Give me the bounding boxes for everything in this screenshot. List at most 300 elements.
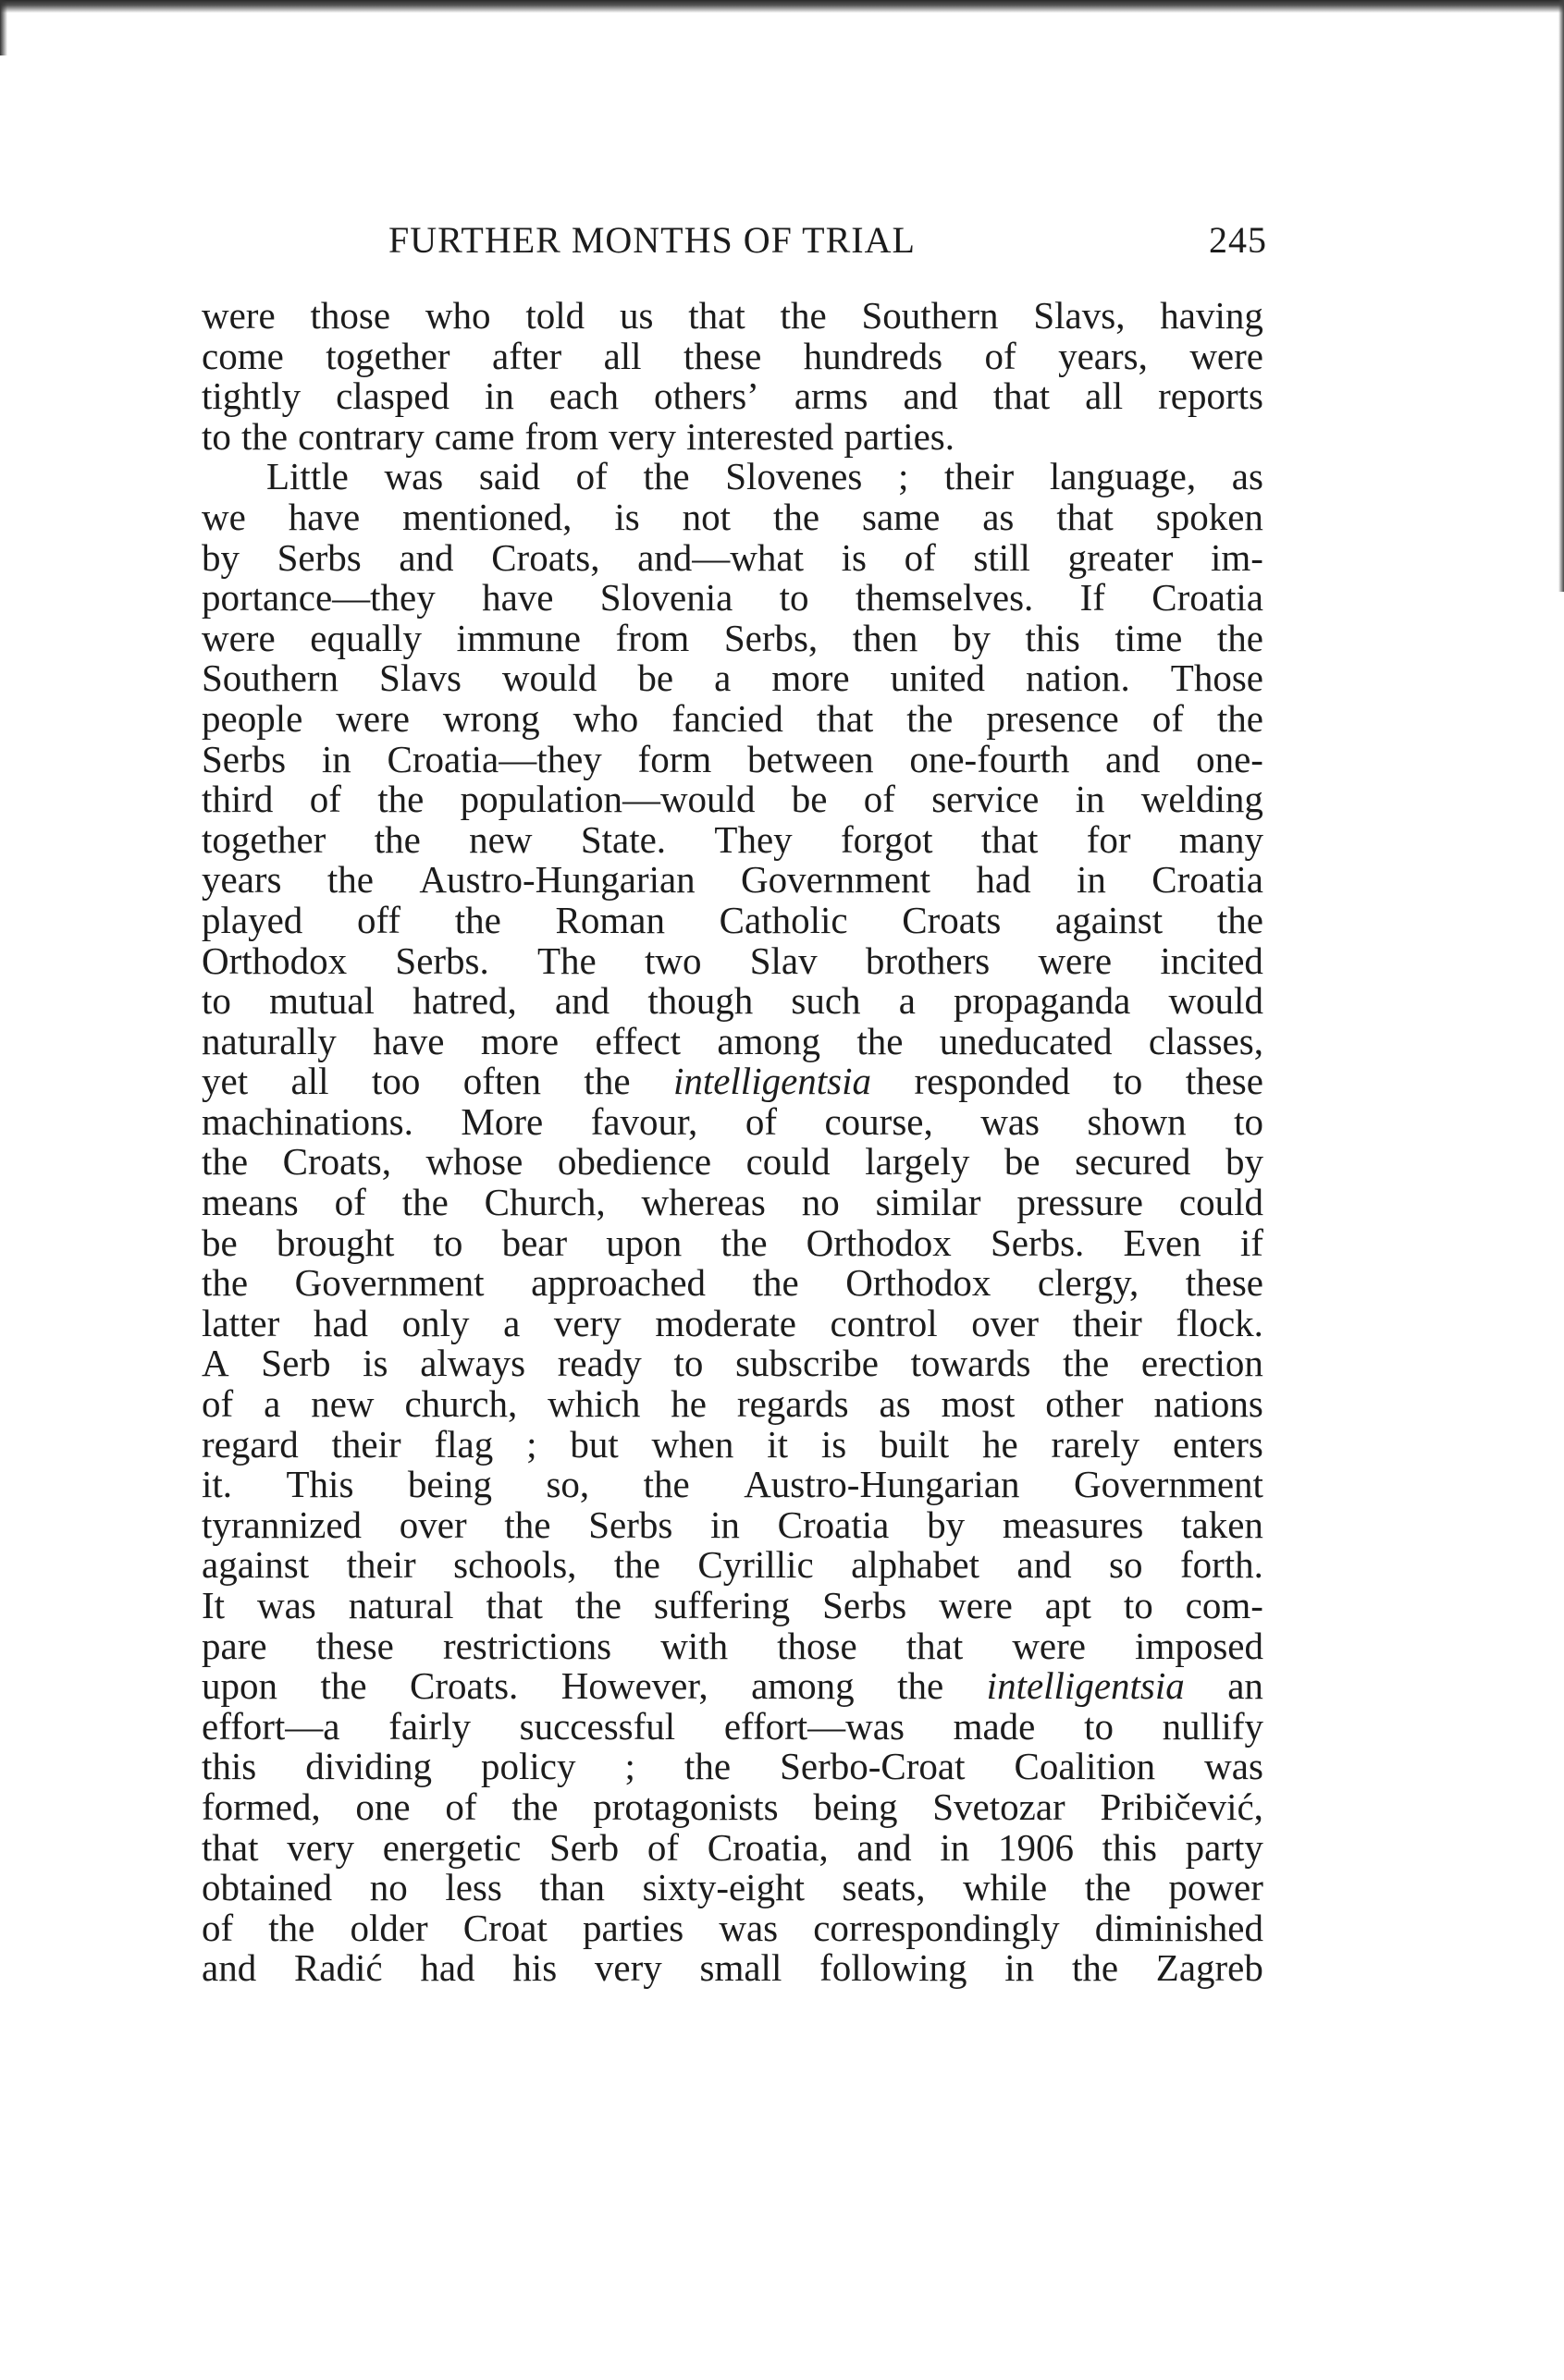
- word: he: [982, 1422, 1018, 1466]
- word: Roman: [555, 898, 665, 941]
- word: came: [434, 414, 515, 458]
- word: Church,: [484, 1181, 606, 1224]
- text-line: [202, 1422, 1263, 1466]
- word: regard: [202, 1422, 299, 1466]
- word: which: [548, 1382, 641, 1426]
- word: the: [1063, 1342, 1110, 1385]
- word: nations: [1153, 1382, 1263, 1426]
- word: all: [1085, 374, 1124, 418]
- word: towards: [910, 1342, 1031, 1385]
- word: that: [688, 294, 745, 337]
- word: nation.: [1026, 656, 1130, 700]
- word: themselves.: [855, 576, 1034, 620]
- word: the: [574, 1584, 622, 1626]
- word: Serbs: [202, 737, 287, 780]
- word: was: [719, 1906, 779, 1949]
- word: pressure: [1016, 1181, 1143, 1224]
- word: arms: [794, 374, 868, 418]
- word: that: [202, 1825, 259, 1869]
- word: were: [1189, 334, 1263, 377]
- word: course,: [824, 1099, 933, 1143]
- text-line: [202, 1505, 1263, 1546]
- word: latter: [202, 1301, 280, 1344]
- word: from: [615, 616, 690, 659]
- word: together: [326, 334, 450, 377]
- word: in: [1075, 778, 1105, 821]
- text-line: [202, 1263, 1263, 1304]
- text-line: [202, 898, 1263, 941]
- word: forth.: [1179, 1543, 1263, 1587]
- word: for: [1086, 817, 1131, 861]
- text-line: [202, 376, 1263, 417]
- text-line: [202, 696, 1263, 740]
- word: Radić: [293, 1946, 383, 1990]
- word: the: [374, 817, 421, 861]
- word: said: [478, 455, 540, 498]
- word: not: [682, 495, 732, 538]
- word: ready: [557, 1342, 642, 1385]
- word: new: [469, 817, 533, 861]
- word: brothers: [865, 939, 991, 982]
- word: obtained: [202, 1866, 333, 1909]
- word: incited: [1160, 939, 1263, 982]
- word: in: [940, 1825, 970, 1869]
- word: is: [841, 535, 867, 579]
- text-line: [202, 1787, 1263, 1828]
- word: his: [512, 1946, 558, 1990]
- word: parties: [582, 1906, 684, 1949]
- word: protagonists: [593, 1785, 779, 1828]
- word: moderate: [655, 1301, 796, 1344]
- word: we: [202, 495, 246, 538]
- word: the: [1216, 616, 1263, 659]
- word: their: [331, 1422, 401, 1466]
- word: small: [699, 1946, 782, 1990]
- word: these: [1185, 1261, 1263, 1305]
- word: whereas: [641, 1181, 766, 1224]
- word: Austro-Hungarian: [419, 858, 696, 902]
- word: of: [202, 1382, 234, 1426]
- word: who: [573, 696, 639, 740]
- word: had: [420, 1946, 475, 1990]
- word: when: [651, 1422, 734, 1466]
- text-line: [202, 1061, 1263, 1102]
- word: the: [1216, 696, 1263, 740]
- word: the: [643, 455, 690, 498]
- word: were: [939, 1584, 1013, 1626]
- word: uneducated: [939, 1019, 1113, 1062]
- word: new: [311, 1382, 375, 1426]
- word: and: [554, 979, 610, 1023]
- word: of: [647, 1825, 680, 1869]
- word: Austro-Hungarian: [744, 1463, 1020, 1506]
- word: off: [356, 898, 401, 941]
- word: Serbs: [822, 1584, 907, 1626]
- word: brought: [276, 1221, 395, 1264]
- word: However,: [560, 1664, 708, 1708]
- word: intelligentsia: [672, 1060, 872, 1103]
- word: these: [1185, 1060, 1263, 1103]
- word: among: [751, 1664, 855, 1708]
- scan-edge-left: [0, 0, 7, 55]
- word: parties.: [844, 414, 955, 458]
- word: Zagreb: [1155, 1946, 1263, 1990]
- word: if: [1239, 1221, 1263, 1264]
- word: forgot: [841, 817, 933, 861]
- word: as: [982, 495, 1015, 538]
- word: erection: [1140, 1342, 1263, 1385]
- word: those: [310, 294, 391, 337]
- word: very: [287, 1825, 355, 1869]
- word: being: [813, 1785, 898, 1828]
- word: the: [401, 1181, 449, 1224]
- word: service: [931, 778, 1040, 821]
- word: of: [1151, 696, 1184, 740]
- word: over: [399, 1503, 467, 1546]
- word: their: [346, 1543, 416, 1587]
- word: were: [1012, 1624, 1086, 1667]
- word: effort—a: [202, 1704, 340, 1748]
- word: Coalition: [1014, 1745, 1156, 1788]
- word: is: [614, 495, 640, 538]
- word: no: [369, 1866, 408, 1909]
- word: Croatia,: [707, 1825, 829, 1869]
- word: Slovenia: [599, 576, 733, 620]
- word: was: [1204, 1745, 1263, 1788]
- word: other: [1045, 1382, 1124, 1426]
- word: and: [1016, 1543, 1072, 1587]
- word: favour,: [590, 1099, 698, 1143]
- word: very: [609, 414, 676, 458]
- word: no: [801, 1181, 840, 1224]
- word: have: [373, 1019, 445, 1062]
- word: these: [683, 334, 762, 377]
- word: too: [371, 1060, 421, 1103]
- word: the: [1216, 898, 1263, 941]
- word: though: [647, 979, 754, 1023]
- word: ;: [897, 455, 909, 498]
- word: control: [830, 1301, 938, 1344]
- word: in: [1076, 858, 1106, 902]
- text-line: [202, 658, 1263, 699]
- word: with: [660, 1624, 729, 1667]
- word: secured: [1075, 1140, 1191, 1184]
- word: Svetozar: [932, 1785, 1065, 1828]
- word: than: [539, 1866, 606, 1909]
- word: Serbs: [588, 1503, 673, 1546]
- word: years: [202, 858, 282, 902]
- word: have: [288, 495, 361, 538]
- text-line: [202, 737, 1263, 780]
- word: nullify: [1162, 1704, 1263, 1748]
- word: machinations.: [202, 1099, 413, 1143]
- text-line: [202, 817, 1263, 861]
- text-line: [202, 1747, 1263, 1787]
- word: It: [202, 1584, 226, 1626]
- word: was: [980, 1099, 1040, 1143]
- text-line: [202, 1343, 1263, 1384]
- word: Southern: [861, 294, 999, 337]
- word: Slav: [749, 939, 818, 982]
- word: of: [575, 455, 608, 498]
- word: State.: [580, 817, 667, 861]
- word: upon: [606, 1221, 683, 1264]
- word: upon: [202, 1664, 277, 1708]
- word: approached: [531, 1261, 707, 1305]
- word: correspondingly: [813, 1906, 1060, 1949]
- text-line: [202, 616, 1263, 659]
- word: and: [903, 374, 958, 418]
- word: schools,: [453, 1543, 577, 1587]
- body-text: [202, 296, 1263, 1989]
- word: portance—they: [202, 576, 436, 620]
- text-line: [202, 1301, 1263, 1344]
- word: a: [898, 979, 916, 1023]
- word: the: [377, 778, 425, 821]
- word: being: [407, 1463, 492, 1506]
- word: the: [683, 1745, 732, 1788]
- word: one-: [1196, 737, 1263, 780]
- word: Serbs.: [990, 1221, 1085, 1264]
- word: Government: [741, 858, 930, 902]
- word: one-fourth: [909, 737, 1070, 780]
- running-title: FURTHER MONTHS OF TRIAL: [388, 219, 916, 261]
- text-line: [202, 981, 1263, 1022]
- word: mentioned,: [402, 495, 573, 538]
- word: the: [511, 1785, 559, 1828]
- word: us: [619, 294, 654, 337]
- word: between: [747, 737, 874, 780]
- word: could: [1178, 1181, 1263, 1224]
- word: Slavs: [379, 656, 462, 700]
- word: of: [904, 535, 936, 579]
- word: against: [1055, 898, 1164, 941]
- word: but: [570, 1422, 619, 1466]
- text-line: [202, 1666, 1263, 1707]
- word: that: [816, 696, 874, 740]
- word: party: [1185, 1825, 1263, 1869]
- text-line: [202, 1948, 1263, 1989]
- word: having: [1160, 294, 1263, 337]
- word: the: [268, 1906, 315, 1949]
- word: in: [710, 1503, 740, 1546]
- word: ;: [624, 1745, 635, 1788]
- word: it.: [202, 1463, 233, 1506]
- text-line: [202, 1825, 1263, 1869]
- word: to: [673, 1342, 704, 1385]
- word: this: [1102, 1825, 1157, 1869]
- word: Little: [266, 455, 349, 498]
- text-line: [202, 1142, 1263, 1183]
- word: This: [286, 1463, 354, 1506]
- word: of: [202, 1906, 234, 1949]
- word: the: [240, 414, 289, 458]
- word: in: [321, 737, 351, 780]
- text-line: [202, 535, 1263, 579]
- word: have: [482, 576, 554, 620]
- word: church,: [404, 1382, 518, 1426]
- word: a: [714, 656, 732, 700]
- text-line: [202, 1704, 1263, 1748]
- word: were: [336, 696, 410, 740]
- word: If: [1079, 576, 1105, 620]
- word: fancied: [671, 696, 783, 740]
- text-line: [202, 1626, 1263, 1667]
- word: and—what: [637, 535, 805, 579]
- word: the: [320, 1664, 367, 1708]
- word: regards: [736, 1382, 849, 1426]
- word: Catholic: [719, 898, 848, 941]
- word: and: [399, 535, 454, 579]
- text-line: [202, 1223, 1263, 1264]
- word: Croats: [902, 898, 1002, 941]
- word: among: [717, 1019, 820, 1062]
- scan-edge-top: [0, 0, 1564, 13]
- word: Even: [1123, 1221, 1201, 1264]
- text-line: [202, 1465, 1263, 1505]
- text-line: [202, 1019, 1263, 1062]
- word: united: [890, 656, 986, 700]
- word: the: [752, 1261, 799, 1305]
- word: always: [420, 1342, 526, 1385]
- word: the: [504, 1503, 551, 1546]
- word: seats,: [842, 1866, 926, 1909]
- text-line: [202, 457, 1263, 497]
- text-line: [202, 1908, 1263, 1949]
- word: energetic: [382, 1825, 522, 1869]
- word: would: [1168, 979, 1263, 1023]
- word: from: [524, 414, 599, 458]
- word: could: [745, 1140, 831, 1184]
- word: more: [480, 1019, 560, 1062]
- word: Those: [1170, 656, 1263, 700]
- word: The: [536, 939, 597, 982]
- word: A: [202, 1342, 229, 1385]
- word: then: [852, 616, 918, 659]
- word: pare: [202, 1624, 267, 1667]
- word: fairly: [388, 1704, 471, 1748]
- word: two: [644, 939, 702, 982]
- word: 1906: [997, 1825, 1074, 1869]
- word: so: [1109, 1543, 1143, 1587]
- word: Serbs,: [723, 616, 819, 659]
- word: tightly: [202, 374, 302, 418]
- word: the: [773, 495, 820, 538]
- word: Orthodox: [845, 1261, 991, 1305]
- word: their: [1072, 1301, 1142, 1344]
- word: the: [584, 1060, 631, 1103]
- text-line: [202, 1545, 1263, 1586]
- page-header: [388, 218, 1276, 274]
- word: effort—was: [723, 1704, 905, 1748]
- word: classes,: [1148, 1019, 1263, 1062]
- word: such: [791, 979, 861, 1023]
- word: sixty-eight: [642, 1866, 805, 1909]
- word: suffering: [653, 1584, 791, 1626]
- word: Government: [1073, 1463, 1263, 1506]
- word: the: [613, 1543, 660, 1587]
- word: still: [973, 535, 1030, 579]
- word: against: [202, 1543, 310, 1587]
- word: restrictions: [442, 1624, 612, 1667]
- word: would: [501, 656, 597, 700]
- word: one: [355, 1785, 411, 1828]
- word: the: [720, 1221, 768, 1264]
- word: the: [202, 1261, 249, 1305]
- word: naturally: [202, 1019, 337, 1062]
- word: whose: [425, 1140, 523, 1184]
- word: mutual: [269, 979, 375, 1023]
- word: Serbs: [277, 535, 362, 579]
- word: had: [976, 858, 1031, 902]
- word: Serb: [261, 1342, 331, 1385]
- text-line: [202, 296, 1263, 337]
- word: largely: [865, 1140, 970, 1184]
- word: Serbs.: [395, 939, 489, 982]
- word: dividing: [305, 1745, 432, 1788]
- word: he: [671, 1382, 707, 1426]
- word: of: [445, 1785, 477, 1828]
- word: by: [952, 616, 991, 659]
- word: the: [1084, 1866, 1131, 1909]
- word: flag: [434, 1422, 494, 1466]
- text-line: [202, 414, 1263, 458]
- word: is: [820, 1422, 847, 1466]
- word: Croatia: [777, 1503, 890, 1546]
- word: Southern: [202, 656, 339, 700]
- word: successful: [519, 1704, 676, 1748]
- word: More: [461, 1099, 544, 1143]
- word: the: [897, 1664, 944, 1708]
- word: They: [714, 817, 793, 861]
- word: the: [1071, 1946, 1119, 1990]
- word: often: [462, 1060, 541, 1103]
- word: people: [202, 696, 303, 740]
- word: after: [492, 334, 562, 377]
- word: im-: [1210, 535, 1263, 579]
- word: their: [944, 455, 1015, 498]
- word: clergy,: [1037, 1261, 1139, 1305]
- word: Croatia—they: [387, 737, 602, 780]
- word: it: [767, 1422, 788, 1466]
- word: most: [941, 1382, 1016, 1426]
- text-line: [202, 1868, 1263, 1908]
- word: was: [256, 1584, 316, 1626]
- word: policy: [481, 1745, 576, 1788]
- word: bear: [501, 1221, 568, 1264]
- word: to: [1084, 1704, 1114, 1748]
- word: played: [202, 898, 303, 941]
- word: third: [202, 778, 274, 821]
- word: Orthodox: [806, 1221, 952, 1264]
- text-line: [202, 1586, 1263, 1626]
- word: hatred,: [413, 979, 517, 1023]
- word: tyrannized: [202, 1503, 363, 1546]
- word: the: [906, 696, 954, 740]
- word: form: [637, 737, 712, 780]
- word: alphabet: [851, 1543, 979, 1587]
- word: equally: [310, 616, 422, 659]
- text-line: [202, 1183, 1263, 1223]
- word: Serb: [549, 1825, 620, 1869]
- word: built: [880, 1422, 950, 1466]
- word: be: [202, 1221, 238, 1264]
- word: contrary: [298, 414, 425, 458]
- word: similar: [875, 1181, 981, 1224]
- word: Cyrillic: [697, 1543, 814, 1587]
- word: obedience: [557, 1140, 712, 1184]
- word: population—would: [460, 778, 756, 821]
